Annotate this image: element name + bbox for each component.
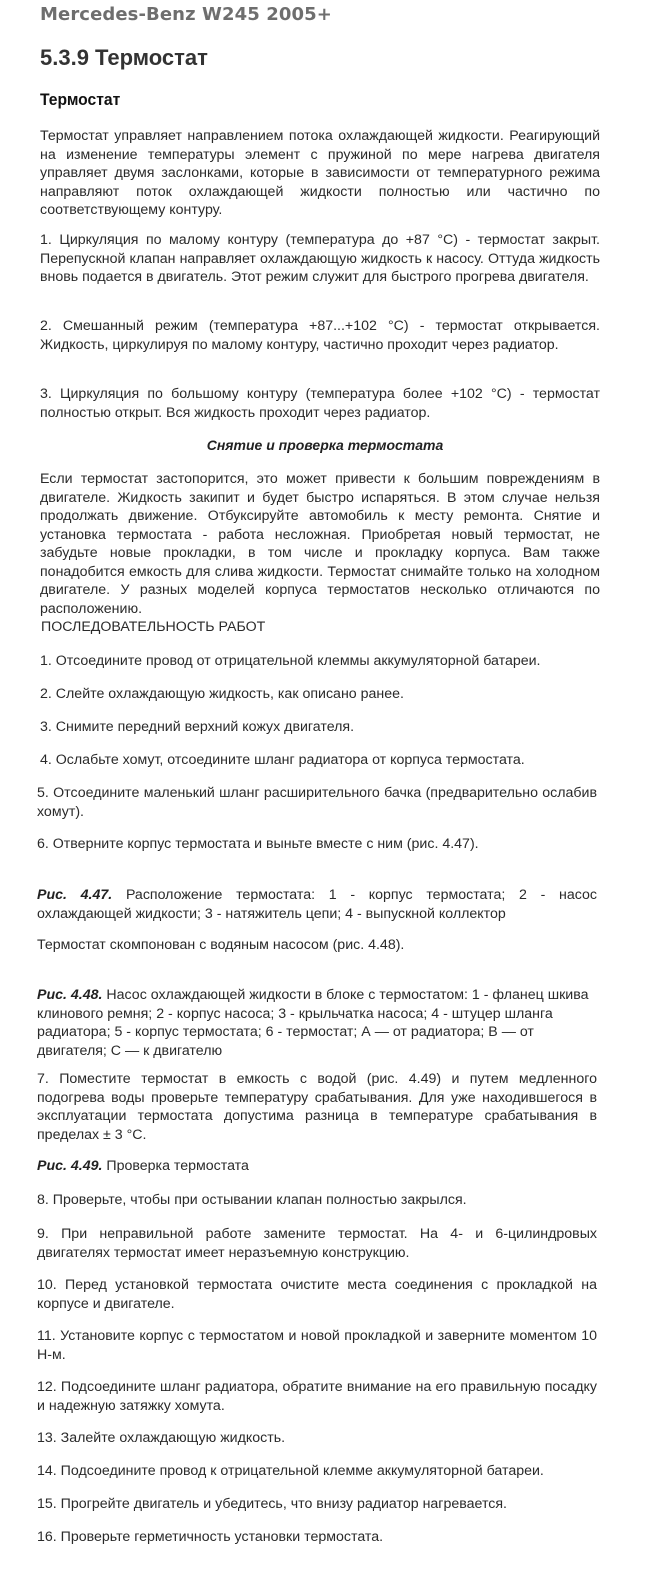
step-1: 1. Отсоедините провод от отрицательной клеммы аккумуляторной батареи. — [40, 653, 541, 669]
step-3: 3. Снимите передний верхний кожух двигателя. — [40, 719, 355, 735]
step-7: 7. Поместите термостат в емкость с водой (рис. 4.49) и путем медленного подогрева воды проверьте температуру срабатывания. Для уже находившегося в эксплуатации термостата допустима разница в температуре срабатывания в пределах ± 3 °С. — [37, 1071, 597, 1143]
mode-3: 3. Циркуляция по большому контуру (температура более +102 °С) - термостат полностью открыт. Вся жидкость проходит через радиатор. — [40, 386, 600, 421]
step-8: 8. Проверьте, чтобы при остывании клапан полностью закрылся. — [37, 1192, 467, 1208]
figure-4-47-text: Расположение термостата: 1 - корпус термостата; 2 - насос охлаждающей жидкости; 3 - натяжитель цепи; 4 - выпускной коллектор — [37, 887, 597, 922]
brand-title: Mercedes-Benz W245 2005+ — [40, 4, 332, 25]
intro-paragraph: Термостат управляет направлением потока охлаждающей жидкости. Реагирующий на изменение температуры элемент с пружиной по мере нагрева двигателя управляет двумя заслонками, которые в зависимости от температурного режима направляют поток охлаждающей жидкости полностью или частично по соответствующему контуру. — [40, 128, 600, 218]
step-16: 16. Проверьте герметичность установки термостата. — [37, 1529, 384, 1545]
figure-4-48-text: Насос охлаждающей жидкости в блоке с термостатом: 1 - фланец шкива клинового ремня; 2 - корпус насоса; 3 - крыльчатка насоса; 4 - штуцер шланга радиатора; 5 - корпус термостата; 6 - термостат; А — от радиатора; В — от двигателя; С — к двигателю — [37, 987, 589, 1059]
figure-4-49-text: Проверка термостата — [102, 1158, 249, 1174]
removal-paragraph: Если термостат застопорится, это может привести к большим повреждениям в двигателе. Жидкость закипит и будет быстро испаряться. В этом случае нельзя продолжать движение. Отбуксируйте автомобиль к месту ремонта. Снятие и установка термостата - работа несложная. Приобретая новый термостат, не забудьте новые прокладки, в том числе и прокладку корпуса. Вам также понадобится емкость для слива жидкости. Термостат снимайте только на холодном двигателе. У разных моделей корпуса термостатов несколько отличаются по расположению. — [40, 471, 600, 617]
figure-4-49-caption — [37, 1157, 597, 1176]
section-title: Термостат — [40, 90, 121, 109]
figure-4-49-label: Рис. 4.49. — [37, 1158, 103, 1174]
step-2: 2. Слейте охлаждающую жидкость, как описано ранее. — [40, 686, 404, 702]
note-4-48: Термостат скомпонован с водяным насосом (рис. 4.48). — [37, 937, 405, 953]
removal-heading: Снятие и проверка термостата — [206, 437, 444, 453]
step-5: 5. Отсоедините маленький шланг расширительного бачка (предварительно ослабив хомут). — [37, 785, 597, 820]
step-13: 13. Залейте охлаждающую жидкость. — [37, 1430, 286, 1446]
step-9: 9. При неправильной работе замените термостат. На 4- и 6-цилиндровых двигателях термостат имеет неразъемную конструкцию. — [37, 1226, 597, 1261]
figure-4-48-label: Рис. 4.48. — [37, 987, 103, 1003]
step-12: 12. Подсоедините шланг радиатора, обратите внимание на его правильную посадку и надежную затяжку хомута. — [37, 1379, 597, 1414]
figure-4-48-caption — [37, 986, 597, 1060]
step-15: 15. Прогрейте двигатель и убедитесь, что внизу радиатор нагревается. — [37, 1496, 507, 1512]
step-14: 14. Подсоедините провод к отрицательной клемме аккумуляторной батареи. — [37, 1463, 544, 1479]
mode-1: 1. Циркуляция по малому контуру (температура до +87 °С) - термостат закрыт. Перепускной клапан направляет охлаждающую жидкость к насосу. Оттуда жидкость вновь подается в двигатель. Этот режим служит для быстрого прогрева двигателя. — [40, 232, 600, 285]
figure-4-47-label: Рис. 4.47. — [37, 887, 113, 903]
step-6: 6. Отверните корпус термостата и выньте вместе с ним (рис. 4.47). — [37, 836, 479, 852]
step-11: 11. Установите корпус с термостатом и новой прокладкой и заверните моментом 10 Н-м. — [37, 1328, 597, 1363]
step-4: 4. Ослабьте хомут, отсоедините шланг радиатора от корпуса термостата. — [40, 752, 525, 768]
sequence-label: ПОСЛЕДОВАТЕЛЬНОСТЬ РАБОТ — [41, 619, 266, 635]
figure-4-47-caption — [37, 886, 597, 923]
chapter-title: 5.3.9 Термостат — [40, 45, 208, 70]
step-10: 10. Перед установкой термостата очистите места соединения с прокладкой на корпусе и двигателе. — [37, 1277, 597, 1312]
mode-2: 2. Смешанный режим (температура +87...+102 °С) - термостат открывается. Жидкость, циркулируя по малому контуру, частично проходит через радиатор. — [40, 318, 600, 353]
